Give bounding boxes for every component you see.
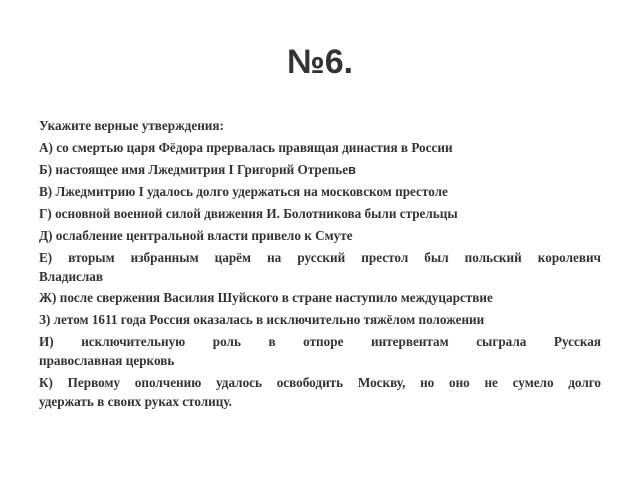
instruction-heading: Укажите верные утверждения:	[39, 118, 224, 133]
statement-d: Д) ослабление центральной власти привело к Смуте	[39, 227, 353, 243]
statement-b-text: Б) настоящее имя Лжедмитрия I Григорий Отрепье	[39, 161, 349, 177]
statement-b-tail: в	[348, 161, 357, 177]
statement-g: Г) основной военной силой движения И. Болотникова были стрельцы	[39, 205, 458, 221]
statement-v: В) Лжедмитрию I удалось долго удержаться на московском престоле	[39, 183, 448, 199]
statement-e-line-1: Е) вторым избранным царём на русский престол был польский королевич	[39, 249, 601, 265]
statement-e-line-2: Владислав	[39, 268, 104, 284]
statement-k-line-1: К) Первому ополчению удалось освободить Москву, но оно не сумело долго	[39, 375, 601, 391]
statement-i-line-2: православная церковь	[39, 353, 175, 369]
statement-zh: Ж) после свержения Василия Шуйского в стране наступило междуцарствие	[39, 290, 493, 306]
statement-i-line-1: И) исключительную роль в отпоре интервентам сыграла Русская	[39, 334, 601, 350]
statement-z: З) летом 1611 года Россия оказалась в исключительно тяжёлом положении	[39, 312, 485, 328]
statement-b	[39, 161, 601, 180]
statement-k-line-2: удержать в своих руках столицу.	[39, 393, 232, 409]
slide-title: №6.	[286, 43, 354, 81]
statement-k	[39, 374, 601, 411]
statement-i	[39, 333, 601, 370]
statement-list	[39, 117, 601, 415]
statement-a: А) со смертью царя Фёдора прервалась правящая династия в России	[39, 139, 453, 155]
statement-e	[39, 249, 601, 286]
